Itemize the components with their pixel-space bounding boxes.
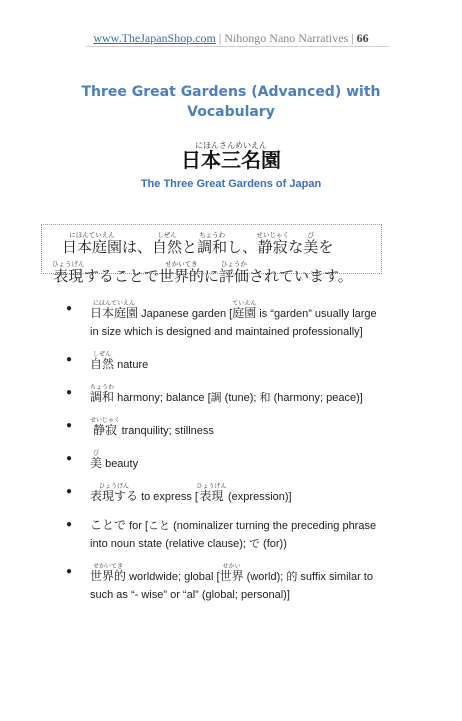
header-divider bbox=[86, 46, 389, 47]
furigana: しぜん bbox=[90, 351, 115, 358]
furigana: ていえん bbox=[232, 300, 257, 307]
furigana: せいじゃく bbox=[256, 231, 289, 239]
page-title: Three Great Gardens (Advanced) with Vocabulary bbox=[81, 84, 381, 120]
vocabulary-list bbox=[66, 300, 386, 614]
vocab-definition: tranquility; stillness bbox=[118, 425, 214, 437]
furigana: ちょうわ bbox=[197, 231, 228, 239]
japanese-title-kanji: 日本三名園 bbox=[181, 148, 281, 172]
bullet-icon: ● bbox=[66, 420, 73, 431]
furigana: ひょうか bbox=[218, 260, 249, 268]
vocab-item bbox=[66, 417, 386, 440]
vocab-word: 日本庭園 bbox=[90, 306, 139, 320]
japanese-title-furigana: にほんさんめいえん bbox=[181, 141, 281, 150]
bullet-icon: ● bbox=[66, 354, 73, 365]
vocab-item bbox=[66, 483, 386, 506]
vocab-word: 世界 bbox=[219, 569, 244, 583]
vocab-definition: for [こと (nominalizer turning the preceding phrase into noun state (relative clause); で (for)) bbox=[90, 520, 377, 550]
vocab-definition: to express [ bbox=[138, 491, 198, 503]
bullet-icon: ● bbox=[66, 453, 73, 464]
sentence-line-1 bbox=[42, 231, 381, 260]
furigana: にほんていえん bbox=[90, 300, 139, 307]
sentence-kana: することで bbox=[83, 267, 159, 285]
furigana: び bbox=[90, 450, 103, 457]
sentence-kana: は、 bbox=[122, 238, 153, 256]
sentence-word: 調和 bbox=[197, 238, 228, 256]
furigana: せかい bbox=[219, 563, 244, 570]
sentence-kana: と bbox=[182, 238, 198, 256]
vocab-word: ことで bbox=[90, 518, 127, 532]
bullet-icon: ● bbox=[66, 486, 73, 497]
furigana: せかいてき bbox=[90, 563, 127, 570]
furigana: せかいてき bbox=[158, 260, 204, 268]
japanese-title bbox=[0, 141, 462, 173]
furigana: ひょうげん bbox=[196, 483, 227, 490]
sentence-kana: に bbox=[203, 267, 219, 285]
vocab-word: 世界的 bbox=[90, 569, 127, 583]
bullet-icon: ● bbox=[66, 387, 73, 398]
furigana: しぜん bbox=[152, 231, 183, 239]
furigana: にほんていえん bbox=[62, 231, 122, 239]
vocab-word: 自然 bbox=[90, 357, 115, 371]
vocab-word: 表現する bbox=[90, 489, 139, 503]
vocab-item bbox=[66, 563, 386, 604]
vocab-definition: harmony; balance [調 (tune); 和 (harmony; peace)] bbox=[114, 392, 363, 404]
vocab-word: 表現 bbox=[196, 489, 227, 503]
page-header bbox=[0, 31, 462, 46]
vocab-word: 美 bbox=[90, 456, 103, 470]
furigana: ひょうげん bbox=[90, 483, 139, 490]
sentence-word: 日本庭園 bbox=[62, 238, 123, 256]
furigana: ちょうわ bbox=[90, 384, 115, 391]
vocab-item bbox=[66, 516, 386, 553]
furigana: せいじゃく bbox=[90, 417, 121, 424]
vocab-definition: (world); 的 suffix similar to such as “- wise” or “al” (global; personal)] bbox=[90, 571, 373, 601]
sentence-kana: し、 bbox=[227, 238, 258, 256]
sentence-line-2 bbox=[42, 260, 381, 289]
vocab-word: 調和 bbox=[90, 390, 115, 404]
vocab-definition: is “garden” usually large in size which is designed and maintained professionally] bbox=[90, 308, 377, 338]
vocab-item bbox=[66, 351, 386, 374]
bullet-icon: ● bbox=[66, 519, 73, 530]
sentence-kana: されています。 bbox=[248, 267, 353, 285]
english-subtitle: The Three Great Gardens of Japan bbox=[140, 178, 322, 190]
sentence-kana: を bbox=[318, 238, 334, 256]
vocab-item bbox=[66, 300, 386, 341]
furigana: び bbox=[303, 231, 319, 239]
vocab-word: 静寂 bbox=[90, 423, 121, 437]
bullet-icon: ● bbox=[66, 303, 73, 314]
sentence-kana: な bbox=[288, 238, 304, 256]
sentence-word: 世界的 bbox=[158, 267, 204, 285]
series-name: Nihongo Nano Narratives bbox=[224, 31, 349, 45]
vocab-definition: nature bbox=[114, 359, 149, 371]
page-number: 66 bbox=[356, 31, 369, 45]
sentence-word: 美 bbox=[303, 238, 319, 256]
vocab-word: 庭園 bbox=[232, 306, 257, 320]
sentence-word: 自然 bbox=[152, 238, 183, 256]
example-sentence-box bbox=[41, 224, 382, 285]
site-link[interactable]: www.TheJapanShop.com bbox=[93, 31, 216, 45]
vocab-item bbox=[66, 384, 386, 407]
header-separator: | bbox=[215, 31, 225, 45]
bullet-icon: ● bbox=[66, 566, 73, 577]
sentence-word: 表現 bbox=[52, 267, 85, 285]
vocab-definition: Japanese garden [ bbox=[138, 308, 233, 320]
vocab-item bbox=[66, 450, 386, 473]
vocab-definition: beauty bbox=[102, 458, 139, 470]
sentence-word: 評価 bbox=[218, 267, 249, 285]
sentence-word: 静寂 bbox=[256, 238, 289, 256]
vocab-definition: worldwide; global [ bbox=[126, 571, 220, 583]
vocab-definition: (expression)] bbox=[224, 491, 292, 503]
furigana: ひょうげん bbox=[52, 260, 85, 268]
header-separator: | bbox=[348, 31, 357, 45]
